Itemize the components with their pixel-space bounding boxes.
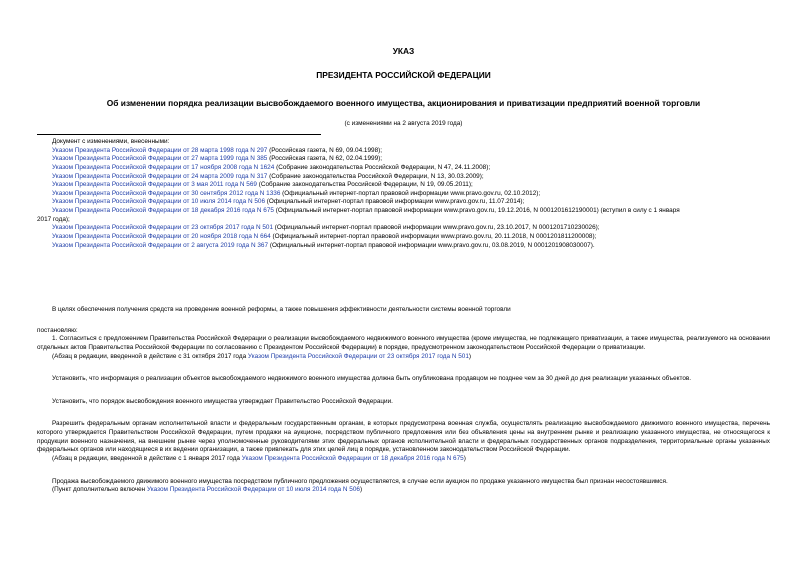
amendment-link[interactable]: Указом Президента Российской Федерации от 20 ноября 2018 года N 664 [52, 233, 271, 241]
edition-note-text: (Абзац в редакции, введенной в действие с 1 января 2017 года [52, 455, 242, 463]
amendment-link[interactable]: Указом Президента Российской Федерации от 27 марта 1999 года N 385 [52, 155, 268, 163]
amendment-item [37, 224, 770, 233]
amendment-source: (Официальный интернет-портал правовой информации www.pravo.gov.ru, 03.08.2019, N 0001201908030007). [268, 241, 595, 249]
permission-paragraph: Разрешить федеральным органам исполнительной власти и федеральным государственным органам, в которых предусмотрена военная служба, осуществлять реализацию высвобождаемого движимого военного имущества, перечень которого утверждается Правительством Российской Федерации, путем продажи на аукционе, посредством публичного предложения или без объявления цены на внутреннем рынке и реализацию указанного имущества, не относящегося к продукции военного назначения, на внешнем рынке через уполномоченные руководителями этих федеральных органов исполнительной власти и федеральных государственных органов подразделения, территориальные органы указанных федеральных органов или находящиеся в их ведении организации, а также привлекать для этих целей лиц в порядке, установленном законодательством Российской Федерации. [37, 420, 770, 454]
amendment-item [37, 147, 770, 156]
amendment-source: (Российская газета, N 69, 09.04.1998); [267, 146, 383, 154]
edition-note-close: ) [463, 455, 466, 463]
preamble-paragraph: В целях обеспечения получения средств на проведение военной реформы, а также повышения эффективности деятельности системы военной торговли [52, 306, 511, 313]
amendment-source: (Собрание законодательства Российской Федерации, N 13, 30.03.2009); [267, 172, 484, 180]
amendment-source: (Официальный интернет-портал правовой информации www.pravo.gov.ru, 02.10.2012); [280, 189, 541, 197]
amendment-source: (Официальный интернет-портал правовой информации www.pravo.gov.ru, 23.10.2017, N 0001201710230026); [273, 224, 600, 232]
amendment-item [37, 198, 770, 207]
amendment-link[interactable]: Указом Президента Российской Федерации от 24 марта 2009 года N 317 [52, 172, 268, 180]
amendment-link[interactable]: Указом Президента Российской Федерации от 28 марта 1998 года N 297 [52, 146, 268, 154]
amendment-item [37, 164, 770, 173]
decree-link-675[interactable]: Указом Президента Российской Федерации от 18 декабря 2016 года N 675 [241, 455, 464, 463]
amendment-link[interactable]: Указом Президента Российской Федерации от 2 августа 2019 года N 367 [52, 241, 269, 249]
amendment-item [37, 233, 770, 242]
divider [37, 134, 321, 135]
amendment-link[interactable]: Указом Президента Российской Федерации от 30 сентября 2012 года N 1336 [52, 189, 281, 197]
edition-note-2017-10 [37, 353, 770, 362]
document-title: Об изменении порядка реализации высвобождаемого военного имущества, акционирования и приватизации предприятий военной торговли [106, 98, 701, 108]
amendment-link[interactable]: Указом Президента Российской Федерации от 10 июля 2014 года N 506 [52, 198, 265, 206]
amendment-source: (Российская газета, N 62, 02.04.1999); [267, 155, 383, 163]
decree-link-501[interactable]: Указом Президента Российской Федерации от 23 октября 2017 года N 501 [247, 352, 469, 360]
amendment-item [37, 242, 770, 251]
amendment-source: (Собрание законодательства Российской Федерации, N 19, 09.05.2011); [256, 181, 473, 189]
publication-paragraph: Установить, что информация о реализации объектов высвобождаемого недвижимого военного имущества должна быть опубликована продавцом не позднее чем за 30 дней до дня реализации указанных объектов. [52, 375, 692, 383]
procedure-paragraph: Установить, что порядок высвобождения военного имущества утверждает Правительство Российской Федерации. [52, 397, 393, 405]
amendment-link[interactable]: Указом Президента Российской Федерации от 18 декабря 2016 года N 675 [52, 207, 274, 215]
amendment-source: (Официальный интернет-портал правовой информации www.pravo.gov.ru, 20.11.2018, N 0001201811200008); [270, 233, 597, 241]
amendment-link[interactable]: Указом Президента Российской Федерации от 17 ноября 2008 года N 1624 [52, 163, 275, 171]
edition-note-2017-01 [37, 455, 770, 464]
amendments-intro: Документ с изменениями, внесенными: [52, 138, 170, 145]
amendments-block [37, 138, 770, 250]
decree-word: постановляю: [37, 326, 78, 334]
issuer-title: ПРЕЗИДЕНТА РОССИЙСКОЙ ФЕДЕРАЦИИ [316, 70, 491, 80]
public-offer-paragraph: Продажа высвобождаемого движимого военного имущества посредством публичного предложения осуществляется, в случае если аукцион по продаже указанного имущества был признан несостоявшимся. [52, 477, 668, 485]
edition-note-close: ) [468, 352, 472, 360]
amendments-list [37, 147, 770, 251]
amendment-source: (Официальный интернет-портал правовой информации www.pravo.gov.ru, 11.07.2014); [265, 198, 525, 206]
amendment-source: 2017 года); [37, 215, 70, 223]
amendment-item [37, 207, 770, 216]
decree-link-506[interactable]: Указом Президента Российской Федерации от 10 июля 2014 года N 506 [146, 486, 360, 494]
amendment-item [37, 155, 770, 164]
amendment-source: (Официальный интернет-портал правовой информации www.pravo.gov.ru, 19.12.2016, N 0001201612190001) (вступил в силу с 1 января [273, 207, 680, 215]
amendment-source: (Собрание законодательства Российской Федерации, N 47, 24.11.2008); [274, 163, 491, 171]
revision-note: (с изменениями на 2 августа 2019 года) [344, 120, 463, 127]
amendment-link[interactable]: Указом Президента Российской Федерации от 23 октября 2017 года N 501 [52, 224, 273, 232]
doc-type-title: УКАЗ [392, 46, 415, 56]
edition-note-text: (Абзац в редакции, введенной в действие с 31 октября 2017 года [52, 352, 248, 360]
inclusion-note-close: ) [359, 486, 363, 494]
amendment-item [37, 173, 770, 182]
document-body [37, 306, 770, 495]
inclusion-note [37, 486, 770, 495]
amendment-item [37, 181, 770, 190]
inclusion-note-text: (Пункт дополнительно включен [52, 486, 147, 494]
amendment-link[interactable]: Указом Президента Российской Федерации от 3 мая 2011 года N 569 [52, 181, 257, 189]
clause-1-paragraph: 1. Согласиться с предложением Правительства Российской Федерации о реализации высвобождаемого недвижимого военного имущества (кроме имущества, не подлежащего приватизации, а также имущества, реализуемого на основании отдельных актов Правительства Российской Федерации по согласованию с Президентом Российской Федерации) в порядке, предусмотренном законодательством Российской Федерации о приватизации. [37, 335, 770, 351]
